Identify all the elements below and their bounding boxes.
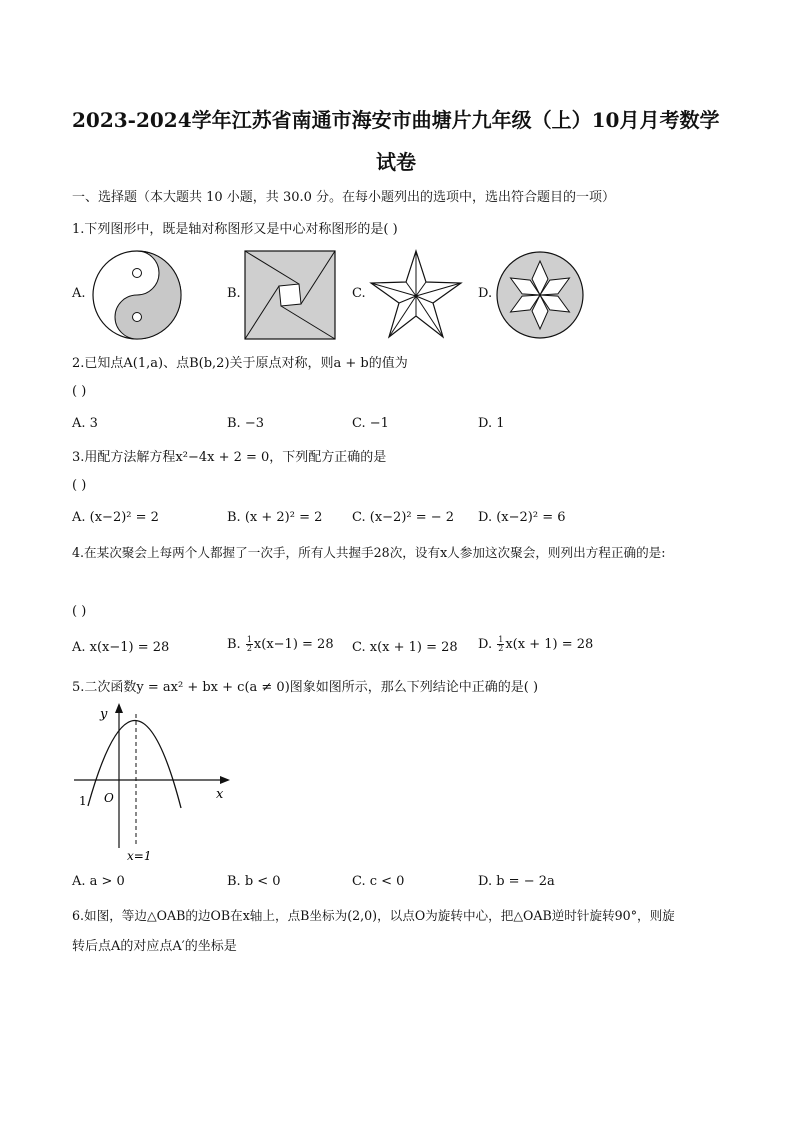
q3-option-c: C. (x−2)² = − 2 (352, 510, 455, 525)
fraction-one-half (497, 636, 504, 653)
fraction-numerator: 1 (498, 635, 504, 644)
question-1-stem: 1.下列图形中，既是轴对称图形又是中心对称图形的是( ) (72, 222, 398, 237)
q4-option-d (478, 636, 593, 653)
question-3-stem: 3.用配方法解方程x²−4x + 2 = 0，下列配方正确的是 (72, 450, 387, 465)
graph-axis-of-symmetry-label: x=1 (127, 849, 152, 863)
fraction-numerator: 1 (246, 635, 252, 644)
q3-option-a: A. (x−2)² = 2 (72, 510, 159, 525)
six-diamond-flower-figure (494, 249, 586, 341)
pinwheel-square-figure (244, 250, 336, 340)
q5-option-d: D. b = − 2a (478, 874, 555, 889)
q5-option-a: A. a > 0 (72, 874, 125, 889)
question-5-stem: 5.二次函数y = ax² + bx + c(a ≠ 0)图象如图所示，那么下列结论中正确的是( ) (72, 680, 539, 695)
section-header: 一、选择题（本大题共 10 小题，共 30.0 分。在每小题列出的选项中，选出符合题目的一项） (72, 190, 616, 205)
graph-x-label: x (216, 787, 224, 802)
question-2-paren: ( ) (72, 384, 87, 399)
q4-option-a: A. x(x−1) = 28 (72, 640, 170, 655)
question-6-line2: 转后点A的对应点A′的坐标是 (72, 939, 237, 954)
question-3-paren: ( ) (72, 478, 87, 493)
q3-option-b: B. (x + 2)² = 2 (227, 510, 323, 525)
q3-option-d: D. (x−2)² = 6 (478, 510, 566, 525)
q1-option-d-label: D. (478, 286, 493, 301)
question-4-paren: ( ) (72, 604, 87, 619)
q4-option-b (227, 636, 334, 653)
graph-y-label: y (100, 707, 108, 722)
graph-left-root-label: 1 (79, 794, 87, 808)
q4-option-d-rest: x(x + 1) = 28 (505, 637, 594, 652)
page-title: 2023-2024学年江苏省南通市海安市曲塘片九年级（上）10月月考数学 (72, 108, 720, 132)
page-title-cont: 试卷 (376, 150, 416, 174)
q4-option-b-rest: x(x−1) = 28 (253, 637, 334, 652)
q2-option-b: B. −3 (227, 416, 264, 431)
q1-option-c-label: C. (352, 286, 366, 301)
q1-option-b-label: B. (227, 286, 241, 301)
q5-option-b: B. b < 0 (227, 874, 281, 889)
question-4-stem: 4.在某次聚会上每两个人都握了一次手，所有人共握手28次，设有x人参加这次聚会，则列出方程正确的是: (72, 545, 666, 560)
parabola-graph (70, 700, 240, 866)
yin-yang-figure (90, 248, 184, 342)
question-6-line1: 6.如图，等边△OAB的边OB在x轴上，点B坐标为(2,0)，以点O为旋转中心，把△OAB逆时针旋转90°，则旋 (72, 908, 675, 923)
fraction-one-half (246, 636, 253, 653)
q2-option-a: A. 3 (72, 416, 98, 431)
five-point-star-figure (368, 248, 464, 340)
fraction-denominator: 2 (246, 644, 252, 653)
q5-option-c: C. c < 0 (352, 874, 405, 889)
q2-option-d: D. 1 (478, 416, 505, 431)
q1-option-a-label: A. (72, 286, 86, 301)
q4-option-c: C. x(x + 1) = 28 (352, 640, 458, 655)
graph-origin-label: O (104, 791, 114, 805)
q4-option-b-label: B. (227, 637, 241, 652)
question-2-stem: 2.已知点A(1,a)、点B(b,2)关于原点对称，则a + b的值为 (72, 356, 408, 371)
fraction-denominator: 2 (498, 644, 504, 653)
q4-option-d-label: D. (478, 637, 493, 652)
q2-option-c: C. −1 (352, 416, 389, 431)
